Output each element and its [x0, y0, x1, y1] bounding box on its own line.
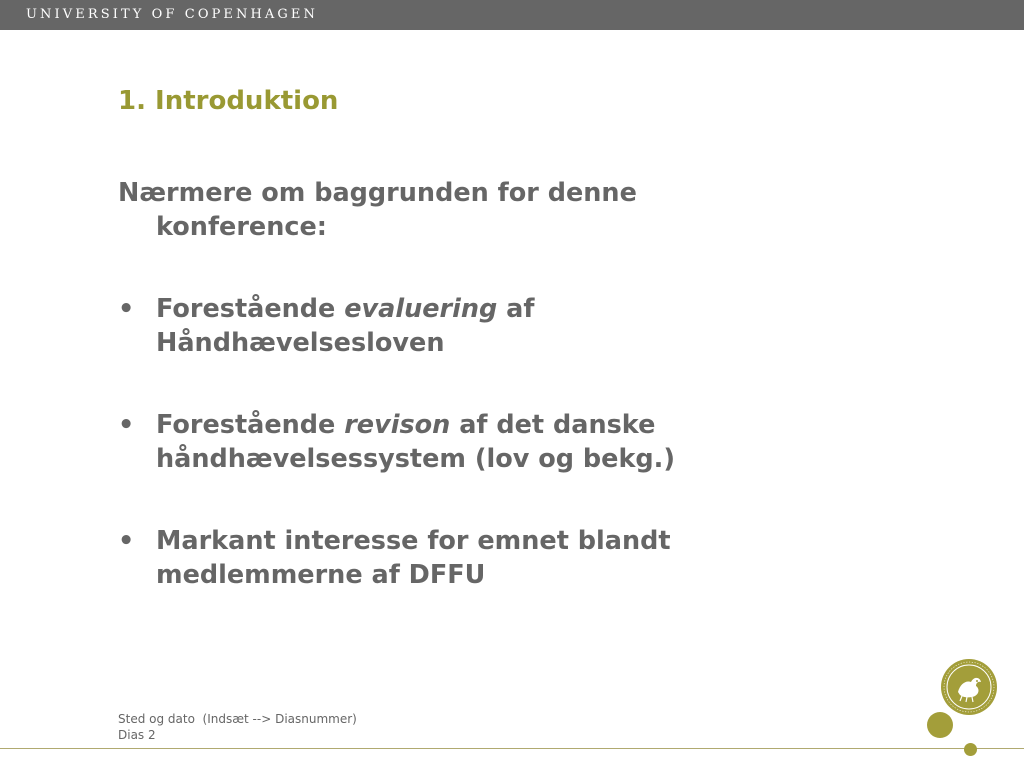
- footer-slide-number: Dias 2: [118, 728, 156, 742]
- bullet-text-start: Forestående: [156, 294, 345, 324]
- bullet-text-start: Forestående: [156, 410, 345, 440]
- slide-content: [118, 176, 798, 592]
- accent-circle-small: [964, 743, 977, 756]
- header-bar: [0, 0, 1024, 30]
- bullet-icon: •: [118, 410, 135, 440]
- bullet-text-emphasis: revison: [344, 410, 451, 440]
- bullet-icon: •: [118, 526, 135, 556]
- footer-place-date: Sted og dato (Indsæt --> Diasnummer): [118, 712, 357, 726]
- slide-title: 1. Introduktion: [118, 86, 339, 116]
- bullet-text-end: af det danske håndhævelsessystem (lov og bekg.): [156, 410, 676, 474]
- bullet-text-end: af Håndhævelsesloven: [156, 294, 535, 358]
- bullet-item: [118, 408, 798, 476]
- bullet-icon: •: [118, 294, 135, 324]
- footer-text: [118, 711, 357, 743]
- university-seal-icon: [940, 658, 998, 716]
- bullet-item: [118, 292, 798, 360]
- intro-paragraph: Nærmere om baggrunden for denne konference:: [118, 178, 637, 242]
- footer-divider: [0, 748, 1024, 749]
- university-name: UNIVERSITY OF COPENHAGEN: [26, 7, 318, 22]
- bullet-text-start: Markant interesse for emnet blandt medlemmerne af DFFU: [156, 526, 671, 590]
- bullet-item: [118, 524, 798, 592]
- accent-circle-large: [927, 712, 953, 738]
- bullet-text-emphasis: evaluering: [344, 294, 498, 324]
- bullet-list: [118, 292, 798, 592]
